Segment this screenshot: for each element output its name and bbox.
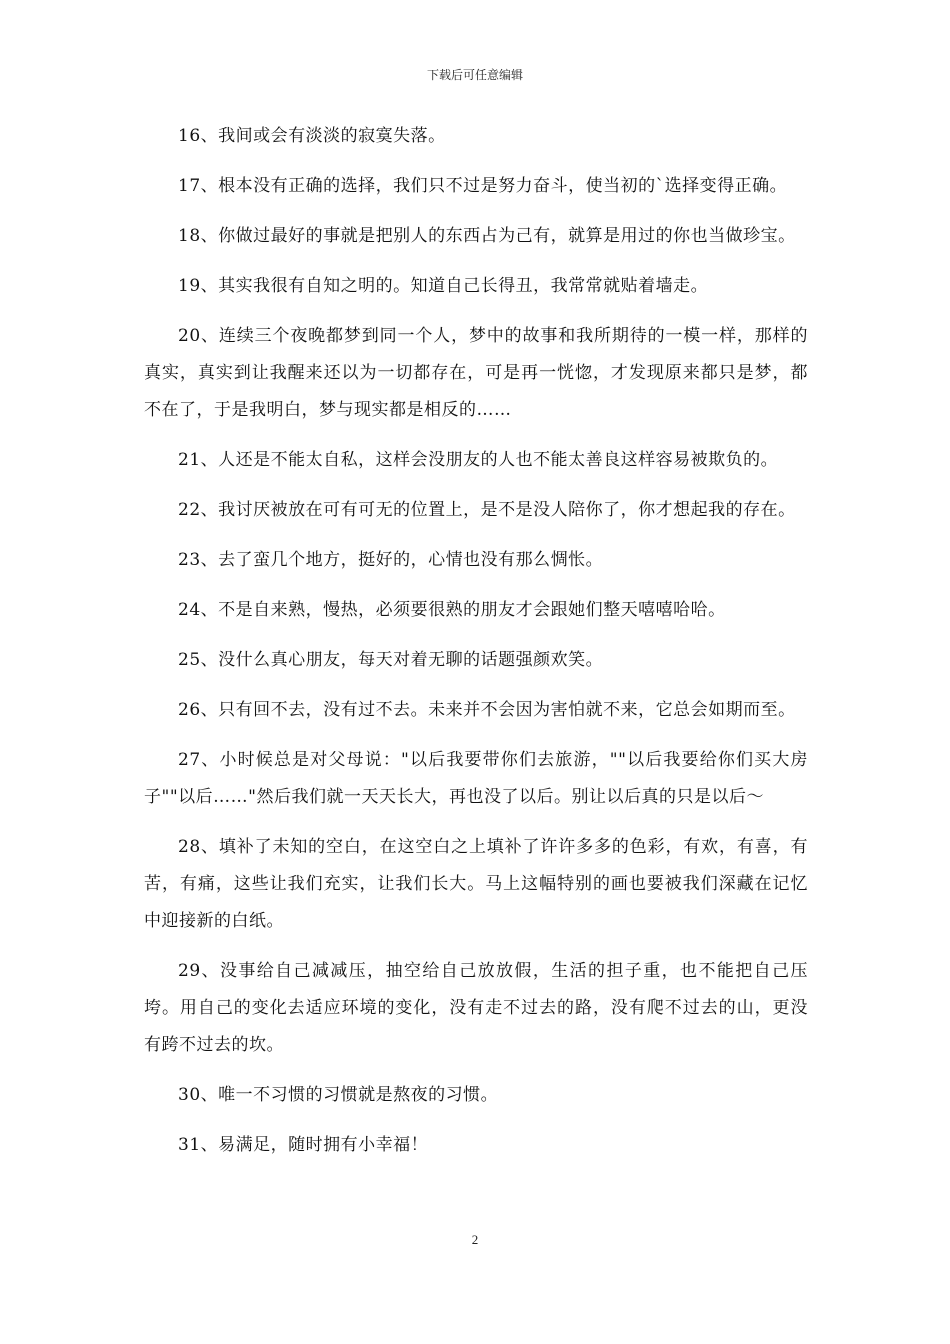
paragraph-30: 30、唯一不习惯的习惯就是熬夜的习惯。 [178, 1085, 499, 1105]
paragraph-31: 31、易满足，随时拥有小幸福！ [178, 1135, 429, 1155]
paragraph-28: 28、填补了未知的空白，在这空白之上填补了许许多多的色彩，有欢，有喜，有苦，有痛，这些让我们充实，让我们长大。马上这幅特别的画也要被我们深藏在记忆中迎接新的白纸。 [144, 837, 808, 931]
document-body [144, 118, 808, 1164]
paragraph-22: 22、我讨厌被放在可有可无的位置上，是不是没人陪你了，你才想起我的存在。 [178, 500, 796, 520]
paragraph-24: 24、不是自来熟，慢热，必须要很熟的朋友才会跟她们整天嘻嘻哈哈。 [178, 600, 726, 620]
paragraph-20: 20、连续三个夜晚都梦到同一个人，梦中的故事和我所期待的一模一样，那样的真实，真实到让我醒来还以为一切都存在，可是再一恍惚，才发现原来都只是梦，都不在了，于是我明白，梦与现实都是相反的…… [144, 326, 808, 420]
paragraph-26: 26、只有回不去，没有过不去。未来并不会因为害怕就不来，它总会如期而至。 [178, 700, 796, 720]
page-header: 下载后可任意编辑 [426, 68, 523, 82]
paragraph-19: 19、其实我很有自知之明的。知道自己长得丑，我常常就贴着墙走。 [178, 276, 709, 296]
paragraph-18: 18、你做过最好的事就是把别人的东西占为己有，就算是用过的你也当做珍宝。 [178, 226, 796, 246]
page-number: 2 [471, 1232, 479, 1247]
paragraph-27: 27、小时候总是对父母说："以后我要带你们去旅游，""以后我要给你们买大房子""以后……"然后我们就一天天长大，再也没了以后。别让以后真的只是以后～ [144, 750, 808, 807]
paragraph-17: 17、根本没有正确的选择，我们只不过是努力奋斗，使当初的`选择变得正确。 [178, 176, 788, 196]
paragraph-16: 16、我间或会有淡淡的寂寞失落。 [178, 126, 446, 146]
paragraph-21: 21、人还是不能太自私，这样会没朋友的人也不能太善良这样容易被欺负的。 [178, 450, 779, 470]
paragraph-25: 25、没什么真心朋友，每天对着无聊的话题强颜欢笑。 [178, 650, 604, 670]
paragraph-29: 29、没事给自己减减压，抽空给自己放放假，生活的担子重，也不能把自己压垮。用自己的变化去适应环境的变化，没有走不过去的路，没有爬不过去的山，更没有跨不过去的坎。 [144, 961, 808, 1055]
paragraph-23: 23、去了蛮几个地方，挺好的，心情也没有那么惆怅。 [178, 550, 604, 570]
